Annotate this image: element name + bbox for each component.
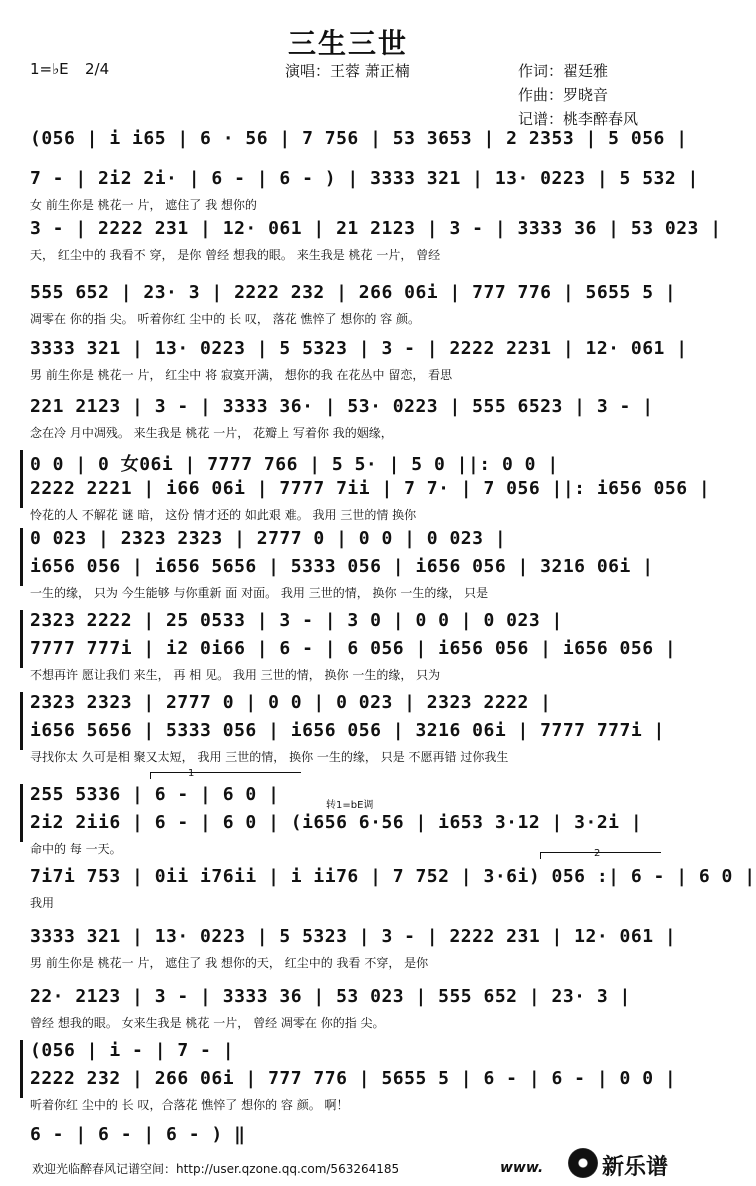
staff-line <box>20 812 680 840</box>
lyrics-line: 念在冷 月中凋残。 来生我是 桃花 一片， 花瓣上 写着你 我的姻缘， <box>30 426 393 440</box>
second-ending-label: 2 <box>594 848 601 859</box>
modulation-mark: 转1=bE调 <box>326 800 374 811</box>
song-title: 三生三世 <box>287 27 408 60</box>
staff-line <box>20 986 680 1014</box>
lyrics-line: 命中的 每 一天。 <box>30 842 122 856</box>
lyrics-line: 男 前生你是 桃花一 片， 红尘中 将 寂寞开满， 想你的我 在花丛中 留恋， 看思 <box>30 368 453 382</box>
composer-credit: 作曲：罗晓音 <box>518 86 609 104</box>
staff-line <box>20 528 680 556</box>
jianpu-notes: 3333 321 | 13· 0223 | 5 5323 | 3 - | 2222 231 | 12· 061 | <box>30 926 677 947</box>
lyrics-line: 天， 红尘中的 我看不 穿， 是你 曾经 想我的眼。 来生我是 桃花 一片， 曾经 <box>30 248 441 262</box>
key-signature: 1=♭E <box>30 60 69 78</box>
lyrics-line: 曾经 想我的眼。 女来生我是 桃花 一片， 曾经 凋零在 你的指 尖。 <box>30 1016 385 1030</box>
staff-line <box>20 638 680 666</box>
staff-line <box>20 720 680 748</box>
staff-line <box>20 1068 680 1096</box>
lyrics-line: 怜花的人 不解花 谜 暗， 这份 情才还的 如此艰 难。 我用 三世的情 换你 <box>30 508 417 522</box>
site-logo <box>568 1146 688 1182</box>
jianpu-notes: 2323 2323 | 2777 0 | 0 0 | 0 023 | 2323 2222 | <box>30 692 552 713</box>
jianpu-notes: 555 652 | 23· 3 | 2222 232 | 266 06i | 777 776 | 5655 5 | <box>30 282 677 303</box>
lyrics-line: 不想再许 愿让我们 来生， 再 相 见。 我用 三世的情， 换你 一生的缘， 只为 <box>30 668 441 682</box>
lyrics-line: 女 前生你是 桃花一 片， 遮住了 我 想你的 <box>30 198 257 212</box>
lyrics-line: 一生的缘， 只为 今生能够 与你重新 面 对面。 我用 三世的情， 换你 一生的缘， 只是 <box>30 586 489 600</box>
jianpu-notes: 3333 321 | 13· 0223 | 5 5323 | 3 - | 2222 2231 | 12· 061 | <box>30 338 688 359</box>
staff-line <box>20 128 688 156</box>
jianpu-notes: 2i2 2ii6 | 6 - | 6 0 | (i656 6·56 | i653 3·12 | 3·2i | <box>30 812 643 833</box>
staff-line <box>20 218 722 246</box>
jianpu-notes: 221 2123 | 3 - | 3333 36· | 53· 0223 | 555 6523 | 3 - | <box>30 396 654 417</box>
staff-line <box>20 866 756 894</box>
staff-line <box>20 1040 680 1068</box>
staff-line <box>20 692 680 720</box>
record-disc-icon <box>568 1148 598 1178</box>
jianpu-notes: 2323 2222 | 25 0533 | 3 - | 3 0 | 0 0 | 0 023 | <box>30 610 563 631</box>
jianpu-notes: 7i7i 753 | 0ii i76ii | i ii76 | 7 752 | 3·6i) 056 :| 6 - | 6 0 | <box>30 866 756 887</box>
first-ending-label: 1 <box>188 768 195 779</box>
jianpu-notes: 22· 2123 | 3 - | 3333 36 | 53 023 | 555 652 | 23· 3 | <box>30 986 631 1007</box>
jianpu-notes: 3 - | 2222 231 | 12· 061 | 21 2123 | 3 - | 3333 36 | 53 023 | <box>30 218 722 239</box>
staff-line <box>20 556 680 584</box>
lyrics-line: 凋零在 你的指 尖。 听着你红 尘中的 长 叹， 落花 憔悴了 想你的 容 颜。 <box>30 312 420 326</box>
jianpu-notes: 6 - | 6 - | 6 - ) ‖ <box>30 1124 246 1145</box>
jianpu-notes: (056 | i i65 | 6 · 56 | 7 756 | 53 3653 | 2 2353 | 5 056 | <box>30 128 688 149</box>
jianpu-notes: 0 0 | 0 女06i | 7777 766 | 5 5· | 5 0 ||: 0 0 | <box>30 454 559 475</box>
footer-text: 欢迎光临醉春风记谱空间：http://user.qzone.qq.com/563264185 <box>32 1162 400 1176</box>
lyrics-line: 男 前生你是 桃花一 片， 遮住了 我 想你的天， 红尘中的 我看 不穿， 是你 <box>30 956 429 970</box>
staff-line <box>20 478 711 506</box>
singers-credit: 演唱：王蓉 萧正楠 <box>285 62 410 80</box>
lyrics-line: 寻找你太 久可是相 聚又太短， 我用 三世的情， 换你 一生的缘， 只是 不愿再错 过你我生 <box>30 750 509 764</box>
watermark-text: www. <box>500 1160 544 1176</box>
staff-line <box>20 396 680 424</box>
jianpu-notes: (056 | i - | 7 - | <box>30 1040 235 1061</box>
logo-text: 新乐谱 <box>602 1155 669 1180</box>
jianpu-notes: 255 5336 | 6 - | 6 0 | <box>30 784 280 805</box>
jianpu-notes: 2222 232 | 266 06i | 777 776 | 5655 5 | 6 - | 6 - | 0 0 | <box>30 1068 677 1089</box>
lyrics-line: 听着你红 尘中的 长 叹，合落花 憔悴了 想你的 容 颜。 啊！ <box>30 1098 349 1112</box>
staff-line <box>20 926 680 954</box>
staff-line <box>20 450 680 478</box>
transcriber-credit: 记谱：桃李醉春风 <box>518 110 639 128</box>
jianpu-notes: 7777 777i | i2 0i66 | 6 - | 6 056 | i656 056 | i656 056 | <box>30 638 677 659</box>
jianpu-notes: i656 056 | i656 5656 | 5333 056 | i656 056 | 3216 06i | <box>30 556 654 577</box>
jianpu-notes: 2222 2221 | i66 06i | 7777 7ii | 7 7· | 7 056 ||: i656 056 | <box>30 478 711 499</box>
jianpu-notes: 7 - | 2i2 2i· | 6 - | 6 - ) | 3333 321 | 13· 0223 | 5 532 | <box>30 168 699 189</box>
staff-line <box>20 338 688 366</box>
staff-line <box>20 282 680 310</box>
second-ending-bracket <box>540 852 661 859</box>
lyricist-credit: 作词：翟廷雅 <box>518 62 609 80</box>
first-ending-bracket <box>150 772 301 779</box>
time-signature: 2/4 <box>85 60 110 78</box>
jianpu-notes: i656 5656 | 5333 056 | i656 056 | 3216 06i | 7777 777i | <box>30 720 665 741</box>
lyrics-line: 我用 <box>30 896 55 910</box>
staff-line <box>20 610 680 638</box>
staff-line <box>20 168 699 196</box>
jianpu-notes: 0 023 | 2323 2323 | 2777 0 | 0 0 | 0 023 | <box>30 528 507 549</box>
